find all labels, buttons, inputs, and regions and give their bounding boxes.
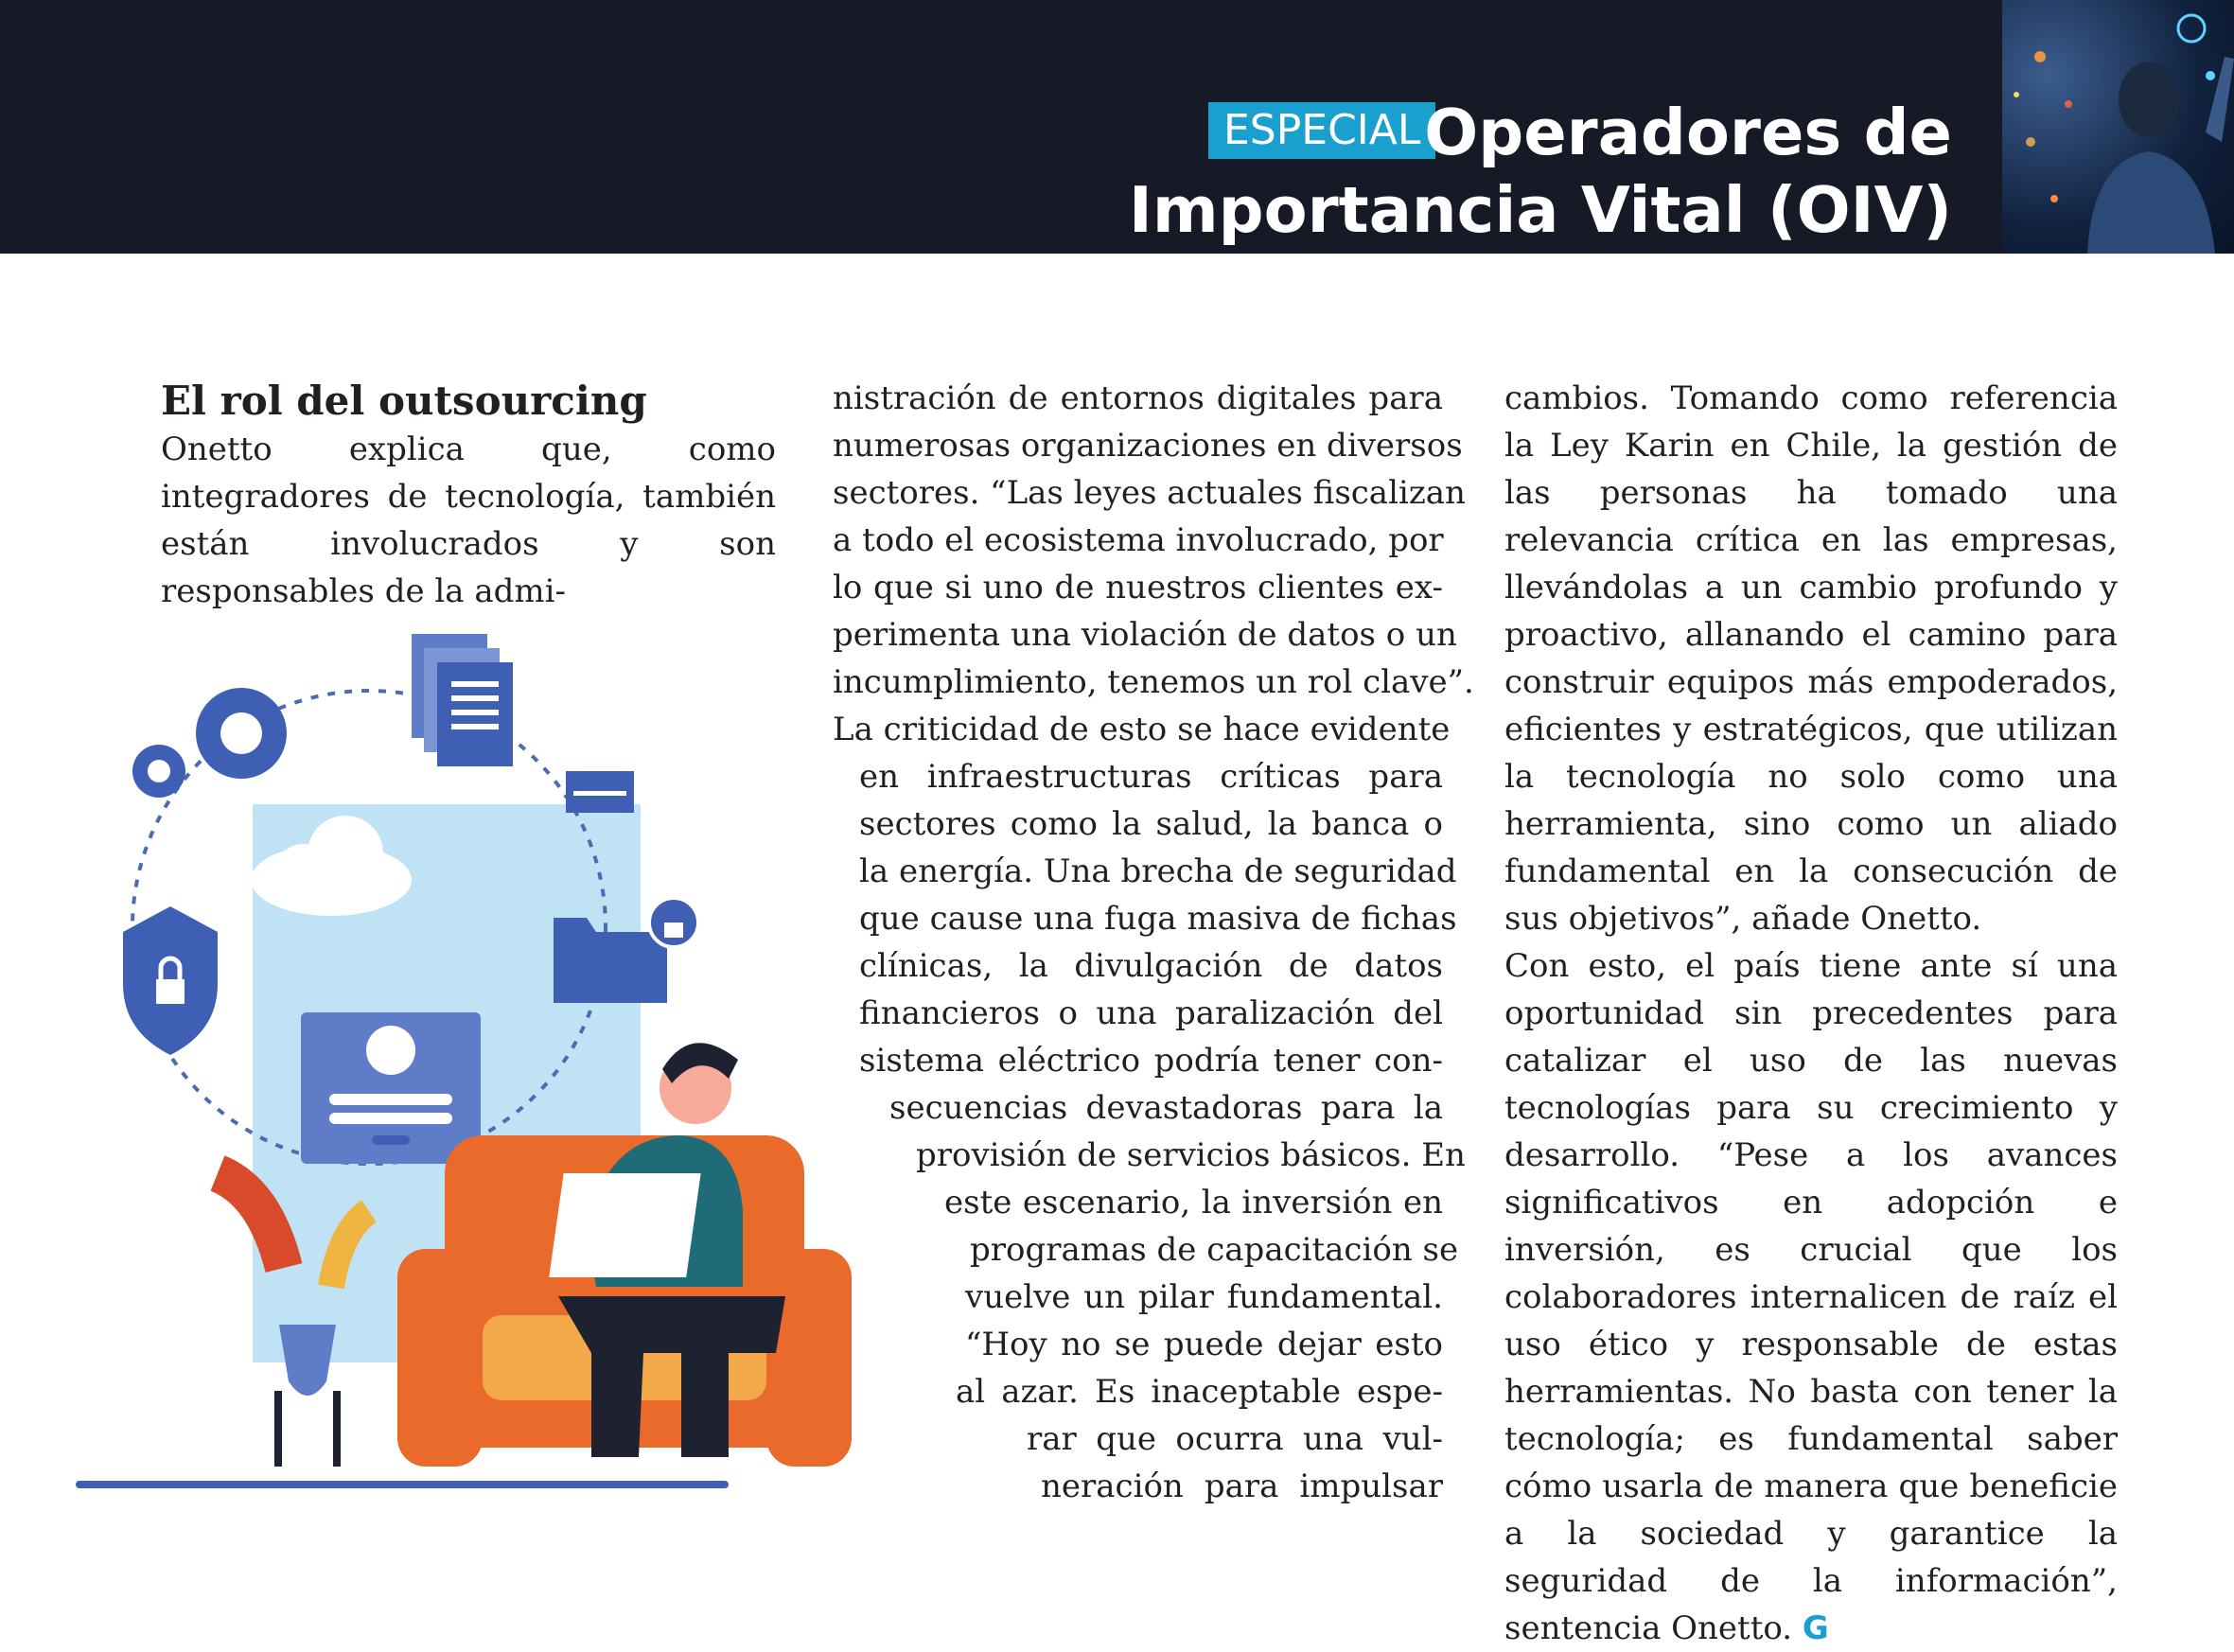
user-login-icon (301, 1012, 481, 1164)
column-2-line: sistema eléctrico podría tener con- (859, 1042, 1443, 1080)
shield-lock-icon (123, 906, 218, 1055)
column-2-line: la energía. Una brecha de seguridad (859, 852, 1457, 890)
column-2-line: lo que si uno de nuestros clientes ex- (833, 569, 1443, 606)
column-2-line: sectores. “Las leyes actuales fiscalizan (833, 474, 1466, 512)
column-3-paragraph-1: cambios. Tomando como referencia la Ley Karin en Chile, la gestión de las personas ha tomado una relevancia crítica en las empresas, llevándolas a un cambio profundo y proactivo, allanando el camino para construir equipos más empoderados, eficientes y estratégicos, que utilizan la tecnología no solo como una herramienta, sino como un aliado fundamental en la consecución de sus objetivos”, añade Onetto. (1504, 379, 2118, 938)
column-2-line: secuencias devastadoras para la (889, 1089, 1443, 1127)
column-2-line: a todo el ecosistema involucrado, por (833, 521, 1444, 559)
floor-line (76, 1481, 729, 1488)
column-2-line: numerosas organizaciones en diversos (833, 427, 1463, 465)
column-2-line: vuelve un pilar fundamental. (965, 1278, 1443, 1316)
column-2-line: programas de capacitación se (970, 1231, 1459, 1269)
page-title-line1: Operadores de (1424, 96, 1952, 169)
column-2-line: neración para impulsar (1041, 1467, 1443, 1505)
article-column-3 (1504, 375, 2118, 1652)
column-2-line: incumplimiento, tenemos un rol clave”. (833, 663, 1474, 701)
column-3-paragraph-2-text: Con esto, el país tiene ante sí una oportunidad sin precedentes para catalizar el uso de las nuevas tecnologías para su crecimiento y desarrollo. “Pese a los avances significativos en adopción e inversión, es crucial que los colaboradores internalicen de raíz el uso ético y responsable de estas herramientas. No basta con tener la tecnología; es fundamental saber cómo usarla de manera que beneficie a la sociedad y garantice la seguridad de la información”, sentencia Onetto. (1504, 947, 2118, 1647)
column-2-line: clínicas, la divulgación de datos (859, 947, 1443, 985)
document-icon (412, 634, 513, 766)
header-band (0, 0, 2234, 254)
column-2-line: sectores como la salud, la banca o (859, 805, 1443, 843)
end-mark-icon: G (1802, 1609, 1829, 1647)
article-subheading: El rol del outsourcing (161, 378, 647, 424)
gear-icon (132, 688, 287, 798)
column-2-line: en infraestructuras críticas para (859, 758, 1443, 796)
column-2-line: nistración de entornos digitales para (833, 379, 1443, 417)
header-photo (2002, 0, 2234, 254)
column-2-line: perimenta una violación de datos o un (833, 616, 1457, 654)
column-2-line: rar que ocurra una vul- (1027, 1420, 1443, 1458)
cybersecurity-illustration (76, 606, 946, 1504)
article-column-1 (161, 426, 776, 615)
page-title-line2: Importancia Vital (OIV) (1128, 173, 1952, 247)
browser-icon (566, 771, 634, 813)
column-2-line: provisión de servicios básicos. En (916, 1136, 1466, 1174)
column-2-line: que cause una fuga masiva de fichas (859, 900, 1457, 938)
column-2-line: financieros o una paralización del (859, 994, 1443, 1032)
section-tag: ESPECIAL (1208, 102, 1435, 159)
column-2-line: al azar. Es inaceptable espe- (956, 1373, 1443, 1411)
column-2-line: “Hoy no se puede dejar esto (965, 1326, 1443, 1363)
column-1-text: Onetto explica que, como integradores de tecnología, también están involucrados y son responsables de la admi- (161, 431, 776, 610)
column-2-line: este escenario, la inversión en (944, 1184, 1443, 1221)
column-2-line: La criticidad de esto se hace evidente (833, 711, 1451, 748)
